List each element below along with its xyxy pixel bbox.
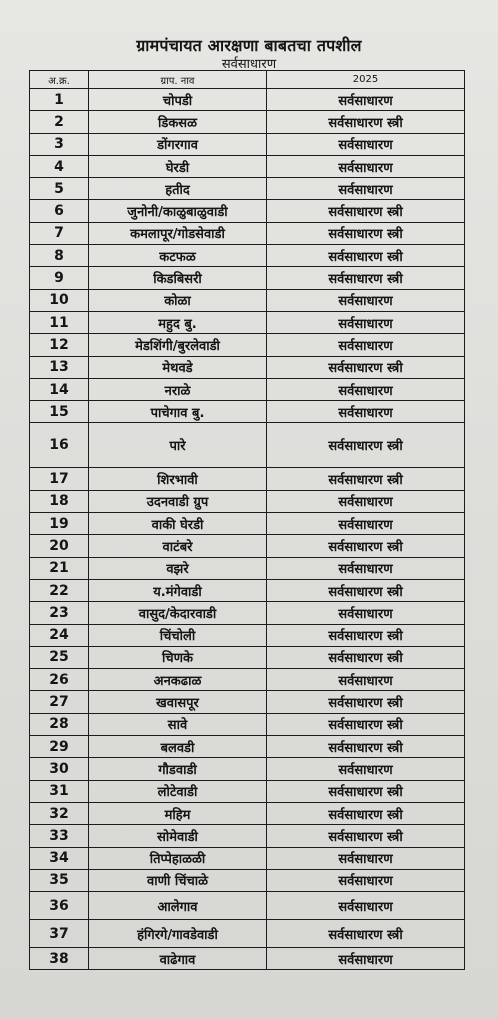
village-name-cell: वासुद/केदारवाडी [89, 602, 267, 624]
table-row [30, 334, 465, 356]
category-cell: सर्वसाधारण स्त्री [267, 535, 465, 557]
serial-cell: 7 [30, 222, 89, 244]
category-cell: सर्वसाधारण [267, 669, 465, 691]
village-name-cell: पारे [89, 423, 267, 468]
table-row [30, 111, 465, 133]
category-cell: सर्वसाधारण [267, 557, 465, 579]
table-row [30, 825, 465, 847]
table-row [30, 89, 465, 111]
category-cell: सर्वसाधारण स्त्री [267, 356, 465, 378]
serial-cell: 27 [30, 691, 89, 713]
table-row [30, 311, 465, 333]
serial-cell: 21 [30, 557, 89, 579]
serial-cell: 8 [30, 245, 89, 267]
category-cell: सर्वसाधारण स्त्री [267, 245, 465, 267]
serial-cell: 31 [30, 780, 89, 802]
category-cell: सर्वसाधारण स्त्री [267, 825, 465, 847]
serial-cell: 12 [30, 334, 89, 356]
village-name-cell: किडबिसरी [89, 267, 267, 289]
category-cell: सर्वसाधारण स्त्री [267, 423, 465, 468]
serial-cell: 17 [30, 468, 89, 490]
table-header-row [30, 71, 465, 89]
serial-cell: 34 [30, 847, 89, 869]
category-cell: सर्वसाधारण [267, 311, 465, 333]
table-row [30, 713, 465, 735]
village-name-cell: घेरडी [89, 155, 267, 177]
serial-cell: 23 [30, 602, 89, 624]
category-cell: सर्वसाधारण स्त्री [267, 691, 465, 713]
table-row [30, 646, 465, 668]
serial-cell: 29 [30, 736, 89, 758]
table-row [30, 758, 465, 780]
village-name-cell: वाकी घेरडी [89, 513, 267, 535]
category-cell: सर्वसाधारण [267, 133, 465, 155]
category-cell: सर्वसाधारण [267, 89, 465, 111]
category-cell: सर्वसाधारण स्त्री [267, 200, 465, 222]
table-row [30, 736, 465, 758]
category-cell: सर्वसाधारण स्त्री [267, 579, 465, 601]
table-row [30, 579, 465, 601]
category-cell: सर्वसाधारण [267, 602, 465, 624]
category-cell: सर्वसाधारण [267, 948, 465, 970]
category-cell: सर्वसाधारण [267, 334, 465, 356]
village-name-cell: मेडशिंगी/बुरलेवाडी [89, 334, 267, 356]
village-name-cell: महुद बु. [89, 311, 267, 333]
village-name-cell: चिंचोली [89, 624, 267, 646]
village-name-cell: कोळा [89, 289, 267, 311]
serial-cell: 30 [30, 758, 89, 780]
serial-cell: 6 [30, 200, 89, 222]
table-row [30, 535, 465, 557]
table-row [30, 356, 465, 378]
table-row [30, 780, 465, 802]
category-cell: सर्वसाधारण [267, 869, 465, 891]
column-header-year: 2025 [267, 71, 465, 89]
village-name-cell: कमलापूर/गोडसेवाडी [89, 222, 267, 244]
village-name-cell: आलेगाव [89, 892, 267, 920]
category-cell: सर्वसाधारण स्त्री [267, 646, 465, 668]
document-subtitle: सर्वसाधारण [221, 57, 277, 72]
village-name-cell: कटफळ [89, 245, 267, 267]
reservation-table [29, 70, 465, 970]
table-row [30, 892, 465, 920]
serial-cell: 25 [30, 646, 89, 668]
table-row [30, 267, 465, 289]
serial-cell: 32 [30, 802, 89, 824]
table-row [30, 557, 465, 579]
table-row [30, 200, 465, 222]
table-row [30, 948, 465, 970]
village-name-cell: अनकढाळ [89, 669, 267, 691]
category-cell: सर्वसाधारण स्त्री [267, 222, 465, 244]
serial-cell: 26 [30, 669, 89, 691]
category-cell: सर्वसाधारण [267, 378, 465, 400]
category-cell: सर्वसाधारण [267, 758, 465, 780]
village-name-cell: तिप्पेहाळळी [89, 847, 267, 869]
village-name-cell: डोंगरगाव [89, 133, 267, 155]
category-cell: सर्वसाधारण [267, 847, 465, 869]
serial-cell: 33 [30, 825, 89, 847]
village-name-cell: गौडवाडी [89, 758, 267, 780]
village-name-cell: शिरभावी [89, 468, 267, 490]
village-name-cell: जुनोनी/काळुबाळुवाडी [89, 200, 267, 222]
category-cell: सर्वसाधारण स्त्री [267, 267, 465, 289]
serial-cell: 16 [30, 423, 89, 468]
table-row [30, 624, 465, 646]
category-cell: सर्वसाधारण स्त्री [267, 111, 465, 133]
category-cell: सर्वसाधारण स्त्री [267, 920, 465, 948]
category-cell: सर्वसाधारण स्त्री [267, 736, 465, 758]
serial-cell: 2 [30, 111, 89, 133]
table-row [30, 602, 465, 624]
village-name-cell: बलवडी [89, 736, 267, 758]
category-cell: सर्वसाधारण स्त्री [267, 713, 465, 735]
table-row [30, 133, 465, 155]
category-cell: सर्वसाधारण [267, 490, 465, 512]
table-row [30, 920, 465, 948]
serial-cell: 4 [30, 155, 89, 177]
serial-cell: 15 [30, 401, 89, 423]
village-name-cell: चोपडी [89, 89, 267, 111]
table-row [30, 378, 465, 400]
table-row [30, 468, 465, 490]
serial-cell: 1 [30, 89, 89, 111]
village-name-cell: य.मंगेवाडी [89, 579, 267, 601]
column-header-name: ग्राप. नाव [89, 71, 267, 89]
category-cell: सर्वसाधारण [267, 289, 465, 311]
village-name-cell: नराळे [89, 378, 267, 400]
category-cell: सर्वसाधारण स्त्री [267, 468, 465, 490]
serial-cell: 20 [30, 535, 89, 557]
category-cell: सर्वसाधारण [267, 178, 465, 200]
table-row [30, 513, 465, 535]
serial-cell: 28 [30, 713, 89, 735]
serial-cell: 22 [30, 579, 89, 601]
category-cell: सर्वसाधारण [267, 513, 465, 535]
village-name-cell: चिणके [89, 646, 267, 668]
village-name-cell: वझरे [89, 557, 267, 579]
serial-cell: 9 [30, 267, 89, 289]
column-header-serial: अ.क्र. [30, 71, 89, 89]
table-row [30, 847, 465, 869]
table-row [30, 289, 465, 311]
serial-cell: 5 [30, 178, 89, 200]
table-row [30, 691, 465, 713]
serial-cell: 35 [30, 869, 89, 891]
table-row [30, 245, 465, 267]
category-cell: सर्वसाधारण स्त्री [267, 780, 465, 802]
table-row [30, 178, 465, 200]
serial-cell: 24 [30, 624, 89, 646]
serial-cell: 37 [30, 920, 89, 948]
table-row [30, 490, 465, 512]
table-row [30, 423, 465, 468]
serial-cell: 10 [30, 289, 89, 311]
document-title: ग्रामपंचायत आरक्षणा बाबतचा तपशील [136, 36, 362, 55]
serial-cell: 36 [30, 892, 89, 920]
serial-cell: 38 [30, 948, 89, 970]
table-row [30, 802, 465, 824]
category-cell: सर्वसाधारण स्त्री [267, 624, 465, 646]
village-name-cell: वाणी चिंचाळे [89, 869, 267, 891]
category-cell: सर्वसाधारण स्त्री [267, 802, 465, 824]
village-name-cell: डिकसळ [89, 111, 267, 133]
category-cell: सर्वसाधारण [267, 155, 465, 177]
village-name-cell: हतीद [89, 178, 267, 200]
village-name-cell: वाटंबरे [89, 535, 267, 557]
village-name-cell: सोमेवाडी [89, 825, 267, 847]
village-name-cell: महिम [89, 802, 267, 824]
village-name-cell: खवासपूर [89, 691, 267, 713]
village-name-cell: पाचेगाव बु. [89, 401, 267, 423]
table-row [30, 669, 465, 691]
serial-cell: 19 [30, 513, 89, 535]
table-row [30, 155, 465, 177]
village-name-cell: उदनवाडी ग्रुप [89, 490, 267, 512]
table-row [30, 222, 465, 244]
category-cell: सर्वसाधारण [267, 401, 465, 423]
table-row [30, 401, 465, 423]
serial-cell: 3 [30, 133, 89, 155]
village-name-cell: लोटेवाडी [89, 780, 267, 802]
village-name-cell: सावे [89, 713, 267, 735]
serial-cell: 14 [30, 378, 89, 400]
table-body [30, 89, 465, 970]
village-name-cell: वाढेगाव [89, 948, 267, 970]
serial-cell: 11 [30, 311, 89, 333]
table-row [30, 869, 465, 891]
serial-cell: 13 [30, 356, 89, 378]
category-cell: सर्वसाधारण [267, 892, 465, 920]
village-name-cell: हंगिरगे/गावडेवाडी [89, 920, 267, 948]
village-name-cell: मेथवडे [89, 356, 267, 378]
serial-cell: 18 [30, 490, 89, 512]
